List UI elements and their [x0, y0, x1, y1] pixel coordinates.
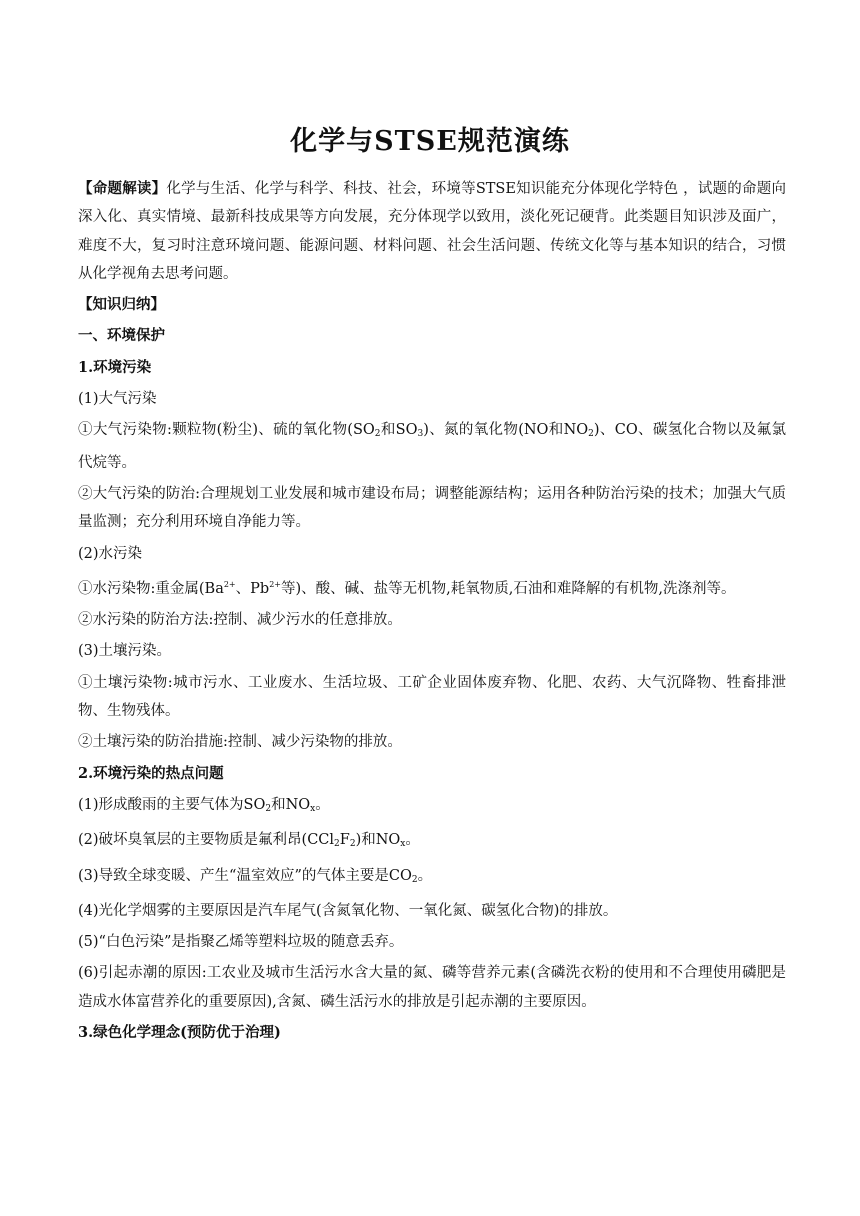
- subscript: 2: [411, 874, 418, 885]
- subscript: 3: [417, 429, 424, 440]
- hot-issue-ozone: [78, 826, 786, 858]
- text-run: 等)、酸、碱、盐等无机物,耗氧物质,石油和难降解的有机物,洗涤剂等。: [280, 580, 736, 597]
- text-run: (2)破坏臭氧层的主要物质是氟利昂(CCl: [78, 832, 335, 849]
- soil-prevention-item: ②土壤污染的防治措施:控制、减少污染物的排放。: [78, 734, 402, 751]
- text-run: (3)导致全球变暖、产生“温室效应”的气体主要是CO: [78, 867, 412, 884]
- text-run: F: [339, 832, 350, 849]
- text-run: (1)形成酸雨的主要气体为SO: [78, 796, 266, 813]
- page-title: 化学与STSE规范演练: [290, 126, 570, 157]
- text-run: 。: [315, 796, 330, 813]
- text-run: 。: [405, 832, 420, 849]
- text-run: ①水污染物:重金属(Ba: [78, 580, 224, 597]
- air-prevention-item: ②大气污染的防治:合理规划工业发展和城市建设布局；调整能源结构；运用各种防治污染的技术；加强大气质量监测；充分利用环境自净能力等。: [78, 485, 786, 531]
- text-run: )、氮的氧化物(NO和NO: [423, 422, 589, 439]
- document-body: [78, 175, 786, 1050]
- subscript: 2: [349, 839, 356, 850]
- subscript: 2: [588, 429, 594, 440]
- soil-pollution-heading: (3)土壤污染。: [78, 643, 172, 660]
- subscript: x: [310, 803, 316, 814]
- soil-pollutants-item: ①土壤污染物:城市污水、工业废水、生活垃圾、工矿企业固体废弃物、化肥、农药、大气沉降物、牲畜排泄物、生物残体。: [78, 674, 786, 720]
- section-heading-environment: 一、环境保护: [78, 327, 165, 345]
- text-run: 和SO: [380, 422, 418, 439]
- air-pollution-heading: (1)大气污染: [78, 391, 157, 408]
- subscript: 2: [374, 429, 381, 440]
- knowledge-heading: 【知识归纳】: [78, 296, 165, 314]
- text-run: 、Pb: [235, 580, 270, 597]
- text-run: )、CO、碳氢化合物以及氟氯代烷等。: [78, 422, 786, 471]
- text-run: )和NO: [355, 832, 401, 849]
- subscript: 2: [265, 803, 272, 814]
- water-pollutants-item: [78, 571, 786, 603]
- intro-text: 化学与生活、化学与科学、科技、社会，环境等STSE知识能充分体现化学特色 ，试题的命题向深入化、真实情境、最新科技成果等方向发展，充分体现学以致用，淡化死记硬背。此类题目知识涉及面广，难度不大，复习时注意环境问题、能源问题、材料问题、社会生活问题、传统文化等与基本知识的结合，习惯从化学视角去思考问题。: [78, 181, 786, 282]
- subscript: 2: [334, 839, 340, 850]
- hot-issue-red-tide: (6)引起赤潮的原因:工农业及城市生活污水含大量的氮、磷等营养元素(含磷洗衣粉的使用和不合理使用磷肥是造成水体富营养化的重要原因),含氮、磷生活污水的排放是引起赤潮的主要原因。: [78, 965, 786, 1010]
- hot-issue-acid-rain: [78, 791, 786, 823]
- subscript: x: [400, 839, 406, 850]
- water-pollution-heading: (2)水污染: [78, 545, 143, 562]
- intro-paragraph: [78, 175, 786, 288]
- superscript: 2+: [269, 579, 281, 589]
- water-prevention-item: ②水污染的防治方法:控制、减少污水的任意排放。: [78, 612, 402, 629]
- text-run: 和NO: [271, 796, 311, 813]
- hot-issue-white-pollution: (5)“白色污染”是指聚乙烯等塑料垃圾的随意丢弃。: [78, 934, 404, 951]
- subsection-heading-pollution: 1.环境污染: [78, 358, 152, 376]
- intro-label: 【命题解读】: [78, 180, 167, 197]
- hot-issue-greenhouse: [78, 862, 786, 894]
- text-run: ①大气污染物:颗粒物(粉尘)、硫的氧化物(SO: [78, 422, 375, 439]
- subsection-heading-green-chemistry: 3.绿色化学理念(预防优于治理): [78, 1024, 281, 1042]
- subsection-heading-hot-issues: 2.环境污染的热点问题: [78, 764, 224, 782]
- hot-issue-smog: (4)光化学烟雾的主要原因是汽车尾气(含氮氧化物、一氧化氮、碳氢化合物)的排放。: [78, 902, 618, 919]
- text-run: 。: [417, 867, 433, 884]
- superscript: 2+: [223, 579, 236, 589]
- air-pollutants-item: [78, 416, 786, 477]
